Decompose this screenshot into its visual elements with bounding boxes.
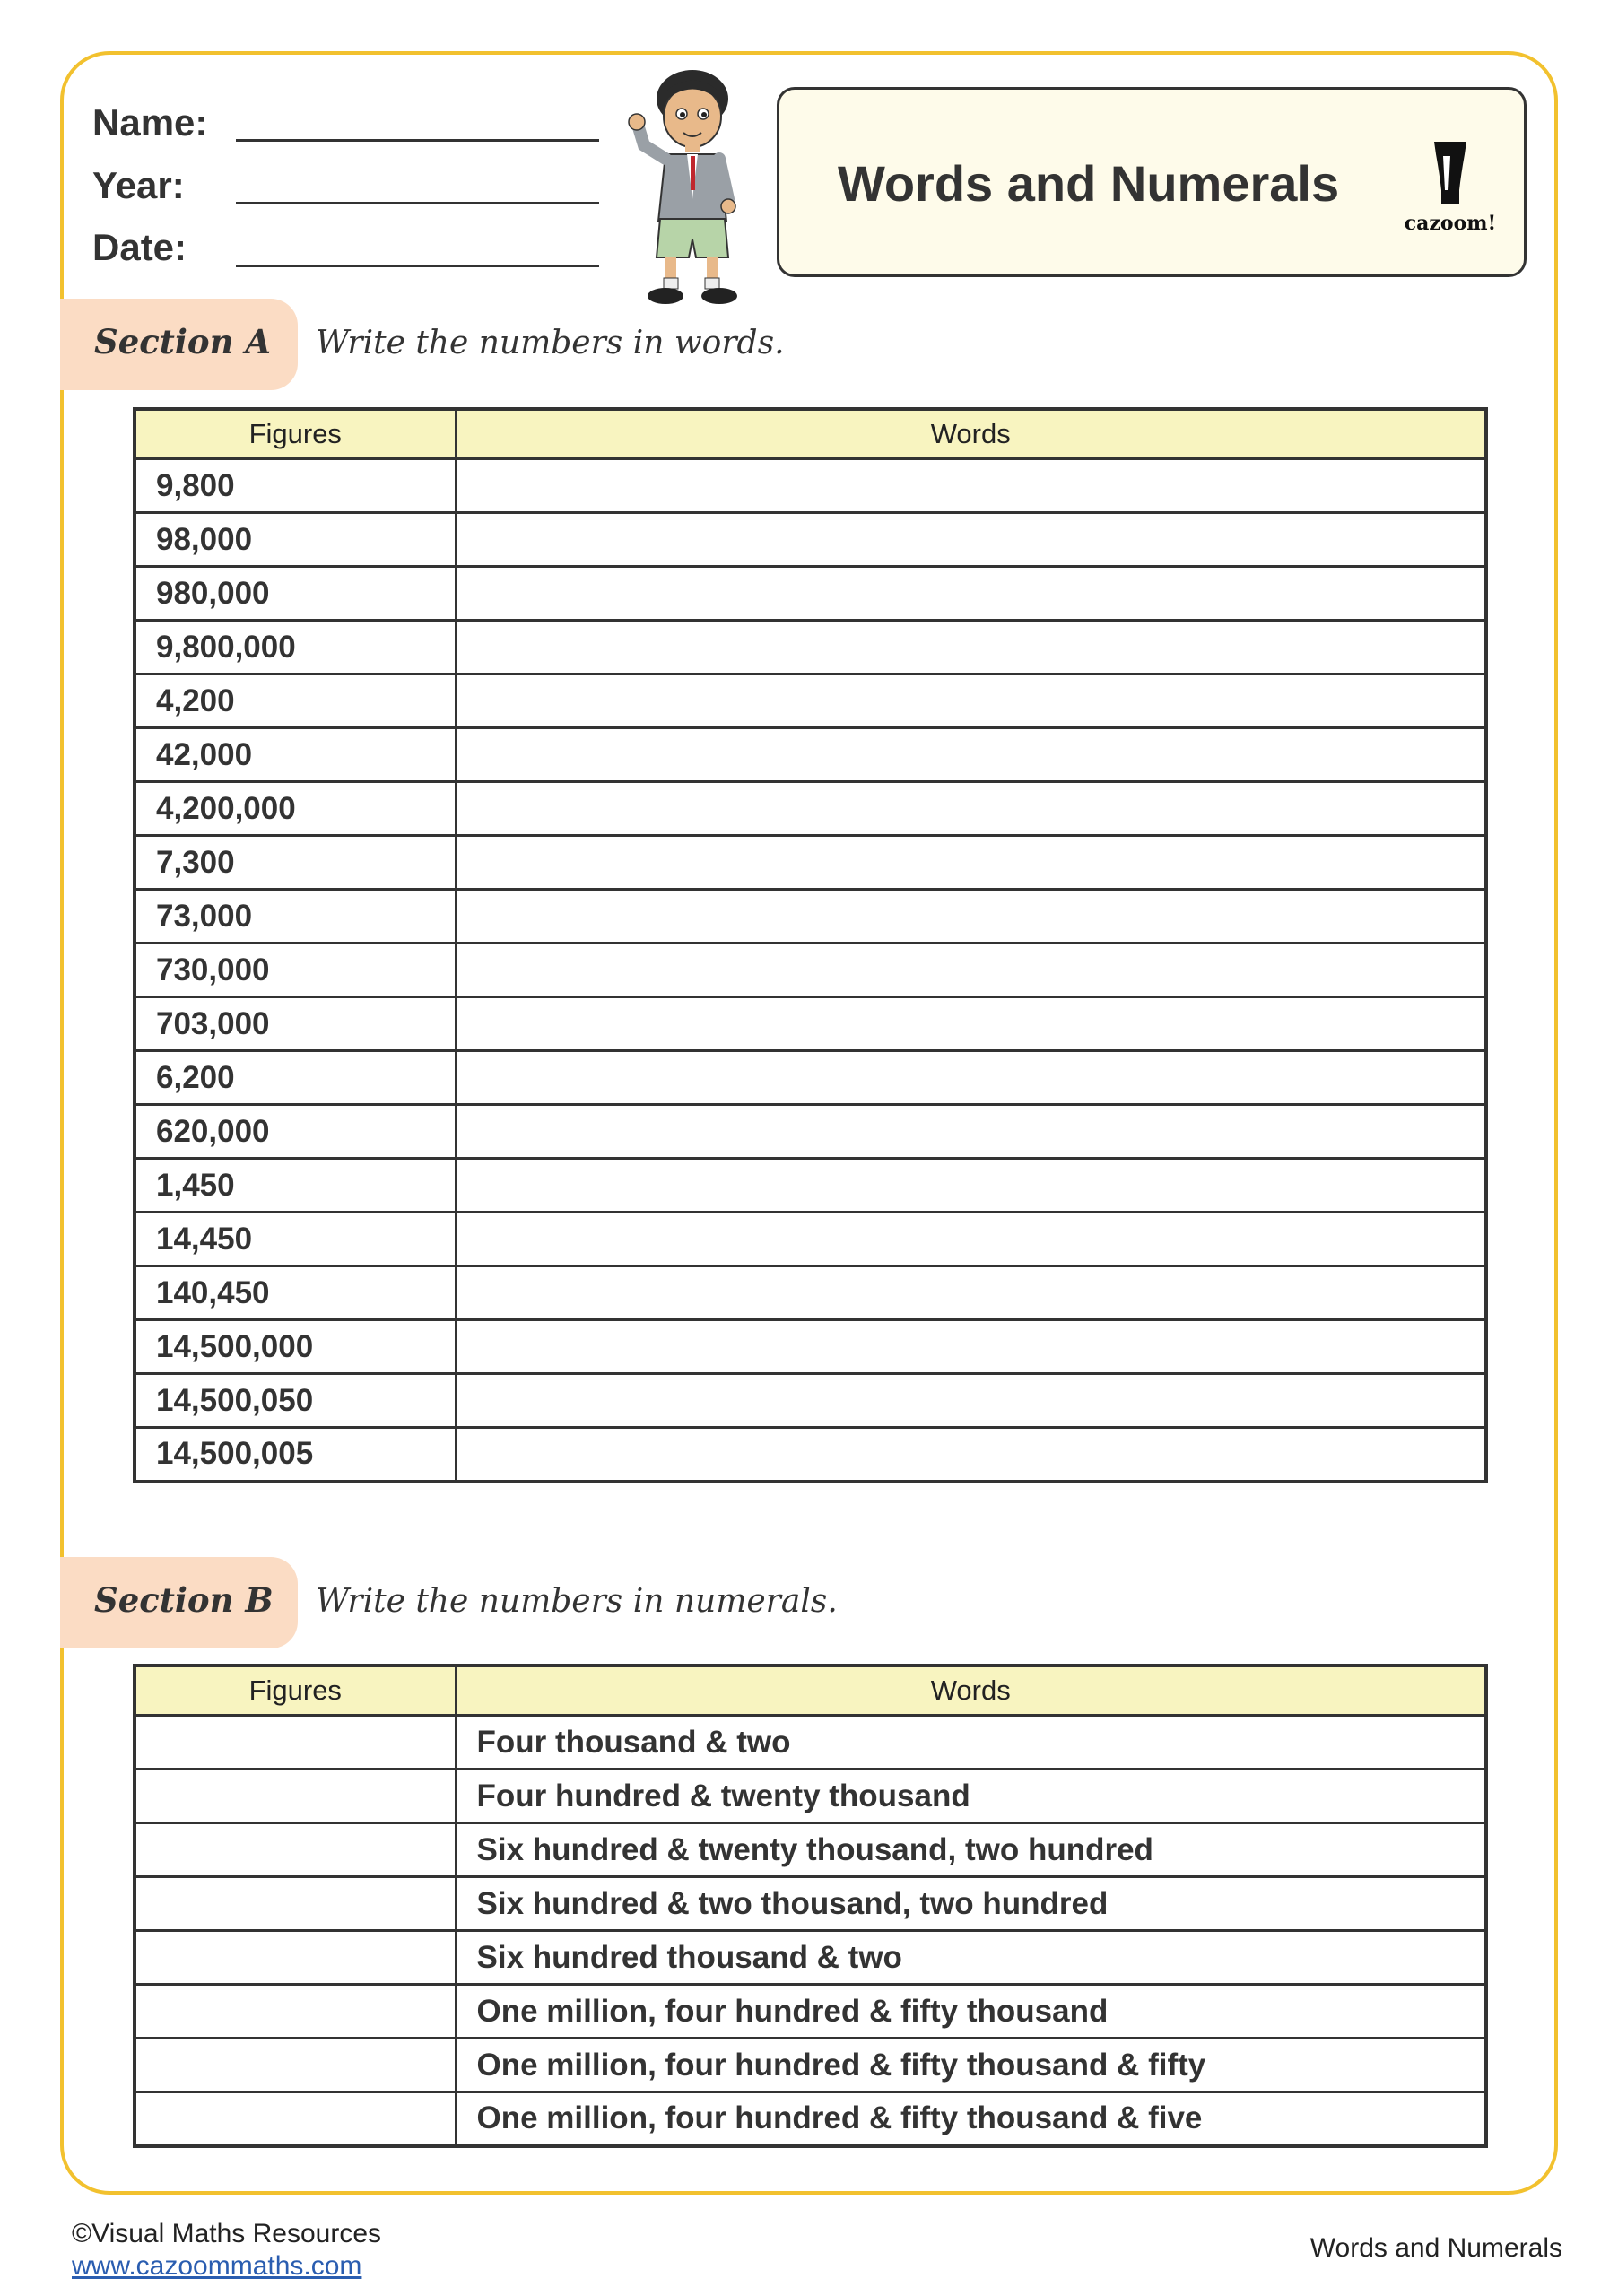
table-row xyxy=(135,890,1486,944)
words-cell[interactable]: One million, four hundred & fifty thousand & five xyxy=(456,2092,1486,2146)
title-box xyxy=(777,87,1527,277)
figures-cell[interactable] xyxy=(135,1985,456,2039)
section-b-tab xyxy=(60,1557,298,1648)
figures-cell[interactable] xyxy=(135,2039,456,2092)
table-row xyxy=(135,1266,1486,1320)
table-row xyxy=(135,1051,1486,1105)
figures-cell[interactable] xyxy=(135,1823,456,1877)
figures-cell[interactable]: 7,300 xyxy=(135,836,456,890)
table-row xyxy=(135,1428,1486,1482)
words-cell[interactable]: Six hundred & two thousand, two hundred xyxy=(456,1877,1486,1931)
figures-cell[interactable] xyxy=(135,1716,456,1770)
page-title: Words and Numerals xyxy=(838,155,1340,212)
section-a-tab xyxy=(60,299,298,390)
figures-cell[interactable]: 620,000 xyxy=(135,1105,456,1159)
name-label: Name: xyxy=(92,101,208,144)
words-cell[interactable]: One million, four hundred & fifty thousand & fifty xyxy=(456,2039,1486,2092)
table-row xyxy=(135,1716,1486,1770)
figures-cell[interactable] xyxy=(135,1770,456,1823)
table-row xyxy=(135,1931,1486,1985)
table-row xyxy=(135,1159,1486,1213)
figures-cell[interactable]: 730,000 xyxy=(135,944,456,997)
figures-cell[interactable]: 9,800 xyxy=(135,459,456,513)
date-label: Date: xyxy=(92,226,187,268)
words-cell[interactable]: Four thousand & two xyxy=(456,1716,1486,1770)
website-link[interactable]: www.cazoommaths.com xyxy=(72,2251,362,2281)
table-row xyxy=(135,944,1486,997)
words-cell[interactable] xyxy=(456,674,1486,728)
table-row xyxy=(135,997,1486,1051)
figures-cell[interactable]: 14,500,050 xyxy=(135,1374,456,1428)
table-row xyxy=(135,1213,1486,1266)
table-row xyxy=(135,836,1486,890)
table-row xyxy=(135,1770,1486,1823)
copyright-text: ©Visual Maths Resources xyxy=(72,2219,382,2248)
figures-cell[interactable]: 6,200 xyxy=(135,1051,456,1105)
words-cell[interactable] xyxy=(456,1374,1486,1428)
figures-cell[interactable]: 14,450 xyxy=(135,1213,456,1266)
figures-cell[interactable]: 14,500,000 xyxy=(135,1320,456,1374)
year-field[interactable] xyxy=(236,202,599,204)
figures-cell[interactable]: 98,000 xyxy=(135,513,456,567)
table-row xyxy=(135,621,1486,674)
figures-cell[interactable]: 9,800,000 xyxy=(135,621,456,674)
table-row xyxy=(135,1374,1486,1428)
mascot-boy-illustration xyxy=(619,65,762,311)
words-cell[interactable] xyxy=(456,1320,1486,1374)
section-a-table xyxy=(133,407,1488,1483)
words-cell[interactable]: Four hundred & twenty thousand xyxy=(456,1770,1486,1823)
words-cell[interactable] xyxy=(456,567,1486,621)
table-row xyxy=(135,459,1486,513)
figures-cell[interactable]: 140,450 xyxy=(135,1266,456,1320)
figures-cell[interactable]: 703,000 xyxy=(135,997,456,1051)
section-a-label: Section A xyxy=(94,322,272,361)
figures-cell[interactable]: 14,500,005 xyxy=(135,1428,456,1482)
figures-cell[interactable] xyxy=(135,2092,456,2146)
footer-doc-title: Words and Numerals xyxy=(1309,2233,1562,2263)
words-cell[interactable] xyxy=(456,1213,1486,1266)
figures-cell[interactable]: 4,200,000 xyxy=(135,782,456,836)
section-b-table xyxy=(133,1664,1488,2148)
section-b-label: Section B xyxy=(94,1580,274,1620)
figures-cell[interactable]: 980,000 xyxy=(135,567,456,621)
column-header-words: Words xyxy=(456,409,1486,459)
words-cell[interactable] xyxy=(456,1159,1486,1213)
date-field[interactable] xyxy=(236,265,599,267)
name-field[interactable] xyxy=(236,139,599,142)
table-row xyxy=(135,1985,1486,2039)
words-cell[interactable] xyxy=(456,1051,1486,1105)
table-row xyxy=(135,782,1486,836)
words-cell[interactable] xyxy=(456,836,1486,890)
figures-cell[interactable]: 73,000 xyxy=(135,890,456,944)
words-cell[interactable] xyxy=(456,728,1486,782)
column-header-words: Words xyxy=(456,1665,1486,1716)
table-row xyxy=(135,674,1486,728)
words-cell[interactable] xyxy=(456,621,1486,674)
table-row xyxy=(135,567,1486,621)
words-cell[interactable] xyxy=(456,944,1486,997)
column-header-figures: Figures xyxy=(135,1665,456,1716)
table-row xyxy=(135,1320,1486,1374)
table-row xyxy=(135,513,1486,567)
words-cell[interactable]: Six hundred & twenty thousand, two hundred xyxy=(456,1823,1486,1877)
column-header-figures: Figures xyxy=(135,409,456,459)
figures-cell[interactable]: 4,200 xyxy=(135,674,456,728)
year-label: Year: xyxy=(92,164,185,206)
figures-cell[interactable]: 1,450 xyxy=(135,1159,456,1213)
words-cell[interactable] xyxy=(456,782,1486,836)
table-row xyxy=(135,2039,1486,2092)
words-cell[interactable]: Six hundred thousand & two xyxy=(456,1931,1486,1985)
table-row xyxy=(135,1877,1486,1931)
footer-credits xyxy=(72,2218,381,2283)
words-cell[interactable] xyxy=(456,459,1486,513)
table-row xyxy=(135,1823,1486,1877)
words-cell[interactable] xyxy=(456,513,1486,567)
figures-cell[interactable] xyxy=(135,1931,456,1985)
figures-cell[interactable]: 42,000 xyxy=(135,728,456,782)
section-b-instruction: Write the numbers in numerals. xyxy=(316,1583,838,1620)
figures-cell[interactable] xyxy=(135,1877,456,1931)
words-cell[interactable] xyxy=(456,890,1486,944)
svg-text:cazoom!: cazoom! xyxy=(1404,212,1497,235)
section-a-instruction: Write the numbers in words. xyxy=(316,325,785,361)
words-cell[interactable]: One million, four hundred & fifty thousand xyxy=(456,1985,1486,2039)
words-cell[interactable] xyxy=(456,1266,1486,1320)
words-cell[interactable] xyxy=(456,1105,1486,1159)
words-cell[interactable] xyxy=(456,1428,1486,1482)
words-cell[interactable] xyxy=(456,997,1486,1051)
table-row xyxy=(135,728,1486,782)
table-row xyxy=(135,1105,1486,1159)
table-row xyxy=(135,2092,1486,2146)
cazoom-logo-icon xyxy=(1396,136,1504,235)
